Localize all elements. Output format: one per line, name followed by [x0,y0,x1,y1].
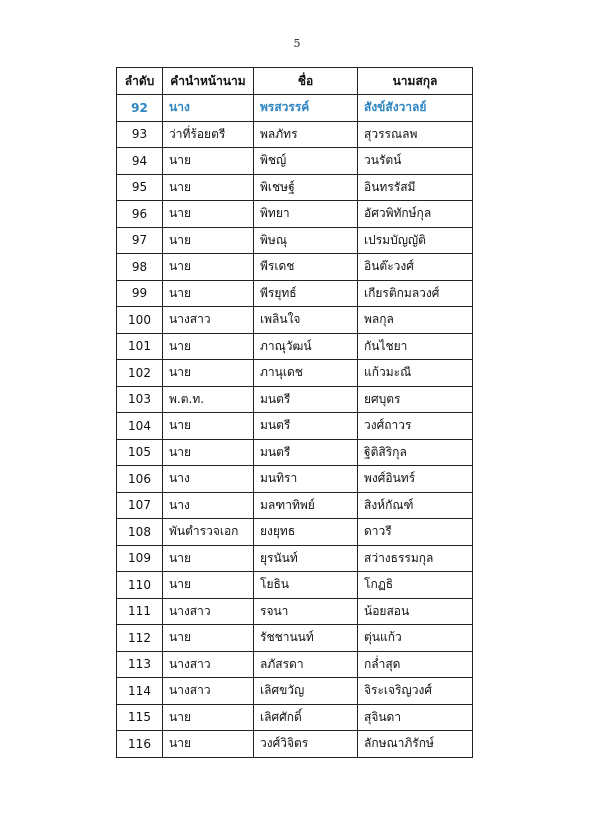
cell-first-name: โยธิน [254,572,358,599]
cell-first-name: เพลินใจ [254,307,358,334]
table-row [117,148,473,175]
cell-prefix: นาย [163,545,254,572]
cell-first-name: มนทิรา [254,466,358,493]
cell-prefix: นาย [163,704,254,731]
cell-first-name: ยุรนันท์ [254,545,358,572]
cell-last-name: ดาวรี [358,519,473,546]
cell-prefix: พันตำรวจเอก [163,519,254,546]
cell-last-name: จิระเจริญวงศ์ [358,678,473,705]
cell-first-name: พีรเดช [254,254,358,281]
header-last-name: นามสกุล [358,68,473,95]
header-first-name: ชื่อ [254,68,358,95]
table-row [117,625,473,652]
table-row [117,227,473,254]
cell-order: 113 [117,651,163,678]
cell-last-name: วนรัตน์ [358,148,473,175]
cell-order: 115 [117,704,163,731]
cell-prefix: นาย [163,254,254,281]
cell-first-name: พลภัทร [254,121,358,148]
cell-order: 105 [117,439,163,466]
cell-last-name: พงศ์อินทร์ [358,466,473,493]
cell-last-name: อินต๊ะวงศ์ [358,254,473,281]
table-row [117,333,473,360]
cell-first-name: มนตรี [254,413,358,440]
cell-order: 94 [117,148,163,175]
cell-order: 106 [117,466,163,493]
cell-order: 109 [117,545,163,572]
cell-first-name: พิเชษฐ์ [254,174,358,201]
cell-order: 97 [117,227,163,254]
cell-first-name: มนตรี [254,439,358,466]
cell-last-name: เปรมบัญญัติ [358,227,473,254]
header-prefix: คำนำหน้านาม [163,68,254,95]
table-row [117,704,473,731]
cell-last-name: ตุ่นแก้ว [358,625,473,652]
cell-first-name: ลภัสรดา [254,651,358,678]
cell-last-name: โกฏธิ [358,572,473,599]
cell-last-name: วงศ์ถาวร [358,413,473,440]
cell-prefix: นาย [163,572,254,599]
cell-first-name: วงศ์วิจิตร [254,731,358,758]
cell-prefix: นาย [163,731,254,758]
table-row [117,492,473,519]
cell-last-name: อินทรรัสมี [358,174,473,201]
cell-last-name: กล่ำสุด [358,651,473,678]
table-row [117,678,473,705]
cell-order: 112 [117,625,163,652]
cell-first-name: รจนา [254,598,358,625]
table-row [117,545,473,572]
cell-prefix: นาย [163,280,254,307]
cell-prefix: นาย [163,333,254,360]
name-list-table [116,67,473,758]
cell-last-name: สังข์สังวาลย์ [358,95,473,122]
table-row [117,121,473,148]
cell-first-name: พิษณุ [254,227,358,254]
table-row [117,598,473,625]
cell-last-name: กันไชยา [358,333,473,360]
cell-first-name: มลฑาทิพย์ [254,492,358,519]
cell-prefix: นาย [163,227,254,254]
cell-prefix: พ.ต.ท. [163,386,254,413]
cell-last-name: น้อยสอน [358,598,473,625]
cell-order: 104 [117,413,163,440]
table-row [117,466,473,493]
table-row [117,201,473,228]
cell-prefix: นาง [163,466,254,493]
cell-first-name: ภานุเดช [254,360,358,387]
cell-order: 108 [117,519,163,546]
cell-order: 100 [117,307,163,334]
cell-last-name: สิงห์กัณฑ์ [358,492,473,519]
cell-first-name: รัชชานนท์ [254,625,358,652]
cell-order: 95 [117,174,163,201]
cell-prefix: นางสาว [163,651,254,678]
cell-prefix: นาย [163,439,254,466]
cell-prefix: ว่าที่ร้อยตรี [163,121,254,148]
cell-order: 111 [117,598,163,625]
cell-order: 92 [117,95,163,122]
cell-order: 99 [117,280,163,307]
cell-prefix: นาย [163,625,254,652]
cell-prefix: นางสาว [163,598,254,625]
table-row [117,360,473,387]
cell-order: 114 [117,678,163,705]
table-row [117,254,473,281]
cell-order: 98 [117,254,163,281]
table-row [117,731,473,758]
cell-first-name: พรสวรรค์ [254,95,358,122]
cell-first-name: ยงยุทธ [254,519,358,546]
table-header-row [117,68,473,95]
table-row [117,439,473,466]
cell-prefix: นาย [163,360,254,387]
cell-first-name: พีรยุทธ์ [254,280,358,307]
table-row [117,572,473,599]
cell-order: 116 [117,731,163,758]
header-order: ลำดับ [117,68,163,95]
cell-order: 102 [117,360,163,387]
cell-prefix: นางสาว [163,307,254,334]
table-row [117,307,473,334]
cell-order: 101 [117,333,163,360]
cell-last-name: อัศวพิทักษ์กุล [358,201,473,228]
cell-last-name: ยศบุตร [358,386,473,413]
table-row [117,280,473,307]
cell-order: 103 [117,386,163,413]
table-row [117,519,473,546]
cell-last-name: ลักษณาภิรักษ์ [358,731,473,758]
cell-prefix: นาง [163,95,254,122]
cell-last-name: เกียรติกมลวงศ์ [358,280,473,307]
cell-first-name: มนตรี [254,386,358,413]
table-row [117,651,473,678]
cell-last-name: สว่างธรรมกุล [358,545,473,572]
cell-last-name: สุจินดา [358,704,473,731]
cell-order: 110 [117,572,163,599]
table-row [117,386,473,413]
table-row [117,95,473,122]
cell-last-name: แก้วมะณี [358,360,473,387]
cell-prefix: นาย [163,201,254,228]
cell-first-name: เลิศศักดิ์ [254,704,358,731]
cell-first-name: เลิศขวัญ [254,678,358,705]
cell-last-name: สุวรรณลพ [358,121,473,148]
cell-first-name: พิชญ์ [254,148,358,175]
cell-prefix: นาง [163,492,254,519]
cell-first-name: ภาณุวัฒน์ [254,333,358,360]
table-row [117,174,473,201]
cell-order: 96 [117,201,163,228]
cell-order: 93 [117,121,163,148]
cell-last-name: ฐิติสิริกุล [358,439,473,466]
page-number: 5 [293,37,301,50]
cell-first-name: พิทยา [254,201,358,228]
cell-prefix: นาย [163,148,254,175]
cell-last-name: พลกุล [358,307,473,334]
cell-prefix: นาย [163,174,254,201]
cell-prefix: นาย [163,413,254,440]
cell-prefix: นางสาว [163,678,254,705]
table-row [117,413,473,440]
cell-order: 107 [117,492,163,519]
